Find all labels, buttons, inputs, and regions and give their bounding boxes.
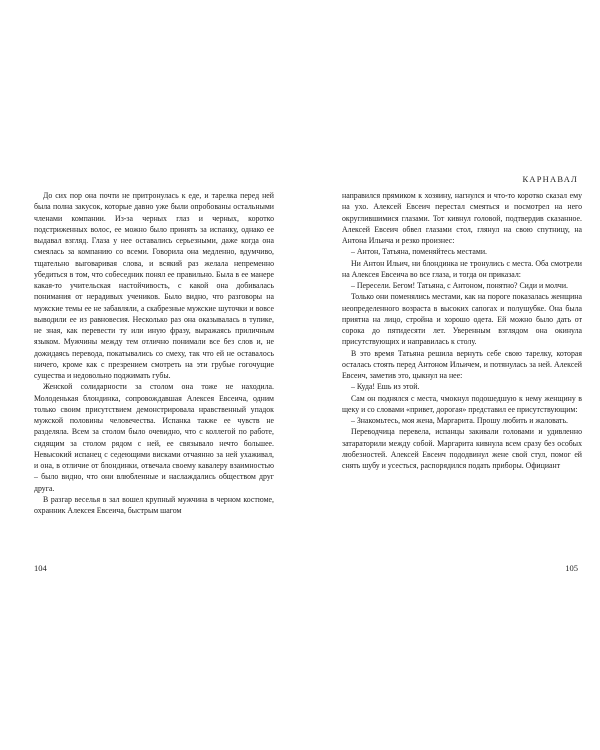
paragraph: До сих пор она почти не притронулась к еде, и тарелка перед ней была полна закусок, которые давно уже были опробованы остальными членами компании. Из-за черных глаз и черных, коротко подстриженных волос, ее можно было принять за испанку, однако ее выдавал взгляд. Глаза у нее оставались серьезными, даже когда она смеялась за компанию со всеми. Говорила она медленно, вдумчиво, тщательно выговаривая слова, и всякий раз желала непременно убедиться в том, что собеседник понял ее правильно. Была в ее манере какая-то учительская настойчивость, с какой она добивалась понимания от нерадивых учеников. Было видно, что разговоры на мужские темы ее не забавляли, а скабрезные мужские шуточки и вовсе выводили ее из равновесия. Несколько раз она оказывалась в тупике, не зная, как перевести ту или иную фразу, выражаясь приличным языком. Мужчины между тем отлично понимали все без слов и, не дожидаясь перевода, покатывались со смеху, так что ей не оставалось ничего, кроме как с презрением смотреть на эти грубые гогочущие существа и недовольно поджимать губы. [34,191,274,380]
paragraph: Женской солидарности за столом она тоже не находила. Молоденькая блондинка, сопровождавшая Алексея Евсеича, одним только своим присутствием демонстрировала нравственный упадок мужской половины человечества. Испанка также ее чувств не разделяла. Всем за столом было очевидно, что с коллегой по работе, сидящим за столом рядом с ней, ее связывало нечто большее. Невысокий испанец с седеющими висками отчаянно за ней ухаживал, и она, в отличие от блондинки, отвечала своему кавалеру взаимностью – было видно, что они влюбленные и наслаждались обществом друг друга. [34,382,274,493]
paragraph: Ни Антон Ильич, ни блондинка не тронулись с места. Оба смотрели на Алексея Евсеича во все глаза, и тогда он приказал: [342,258,582,279]
paragraph: направился прямиком к хозяину, нагнулся и что-то коротко сказал ему на ухо. Алексей Евсеич перестал смеяться и посмотрел на него округлившимися глазами. Тот кивнул головой, подтвердив сказанное. Алексей Евсеич обвел глазами стол, глянул на свою спутницу, на Антона Ильича и резко произнес: [342,191,582,245]
running-head: КАРНАВАЛ [522,174,578,184]
paragraph: Только они поменялись местами, как на пороге показалась женщина неопределенного возраста в высоких сапогах и полушубке. Она была приятна на лицо, стройна и хорошо одета. Ей можно было дать от сорока до пятидесяти лет. Уверенным взглядом она окинула присутствующих и направилась к столу. [342,292,582,347]
paragraph: В разгар веселья в зал вошел крупный мужчина в черном костюме, охранник Алексея Евсеича, быстрым шагом [34,494,274,515]
paragraph: – Куда! Ешь из этой. [351,382,420,392]
paragraph: В это время Татьяна решила вернуть себе свою тарелку, которая осталась стоять перед Антоном Ильичем, и потянулась за ней. Алексей Евсеич, заметив это, цыкнул на нее: [342,348,582,380]
right-page [300,0,600,750]
paragraph: Сам он поднялся с места, чмокнул подошедшую к нему женщину в щеку и со словами «привет, дорогая» представил ее присутствующим: [342,393,582,414]
right-page-text [342,190,582,471]
left-page-text [34,190,274,516]
paragraph: – Знакомьтесь, моя жена, Маргарита. Прошу любить и жаловать. [351,416,568,425]
page-number-right: 105 [565,563,578,573]
paragraph: – Антон, Татьяна, поменяйтесь местами. [351,247,487,257]
page-number-left: 104 [34,563,47,573]
paragraph: – Пересели. Бегом! Татьяна, с Антоном, понятно? Сиди и молчи. [351,281,568,290]
paragraph: Переводчица перевела, испанцы закивали головами и удивленно затараторили между собой. Маргарита кивнула всем сразу без особых любезностей. Алексей Евсеич пододвинул жене свой стул, помог ей снять шубу и усесться, распорядился подать приборы. Официант [342,427,582,470]
